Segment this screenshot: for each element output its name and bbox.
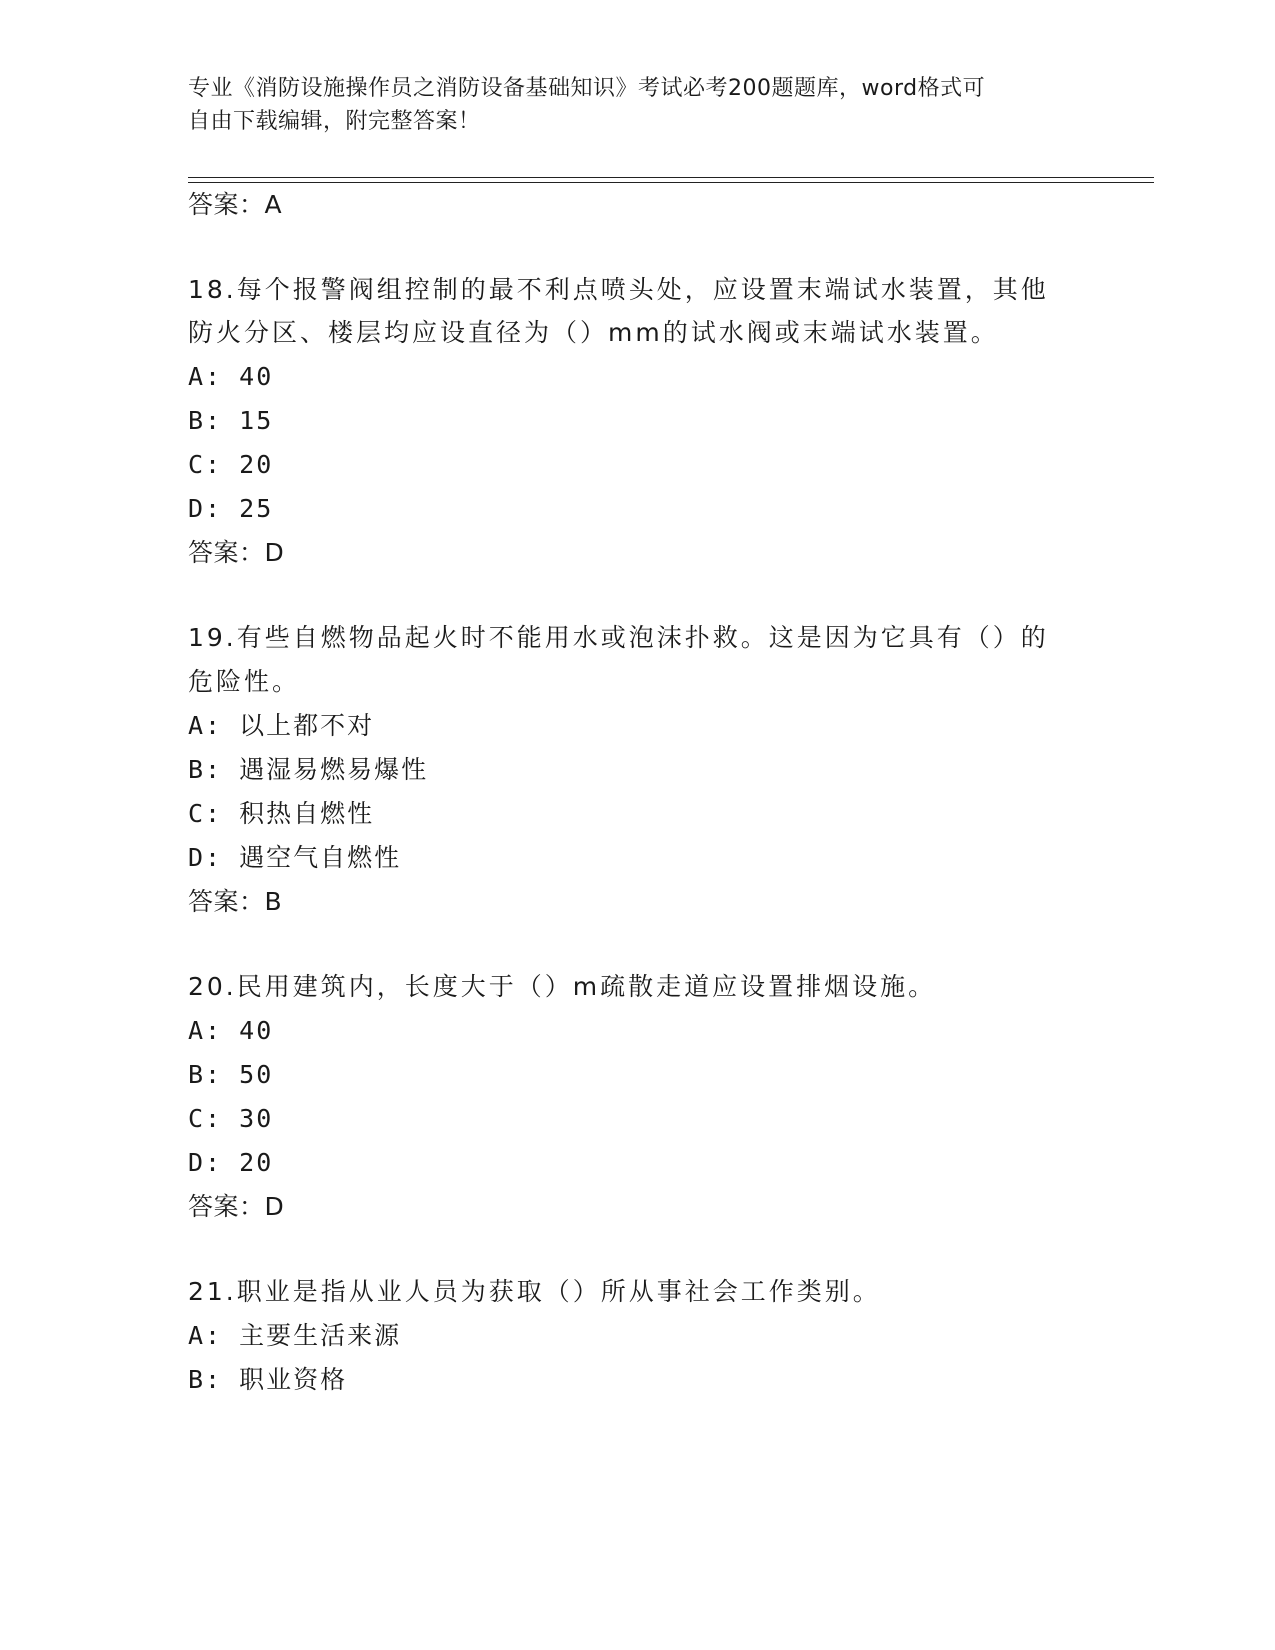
- question-19-stem-line-2: 危险性。: [188, 667, 301, 696]
- header-divider-bottom: [188, 182, 1154, 183]
- question-19-answer: 答案：B: [188, 887, 283, 916]
- question-20-option-b: B: 50: [188, 1060, 274, 1089]
- question-19-option-b: B: 遇湿易燃易爆性: [188, 755, 429, 784]
- question-18-answer: 答案：D: [188, 538, 285, 567]
- question-18-option-b: B: 15: [188, 406, 274, 435]
- question-18-option-a: A: 40: [188, 362, 274, 391]
- question-18-option-d: D: 25: [188, 494, 274, 523]
- question-21-stem-line-1: 21.职业是指从业人员为获取（）所从事社会工作类别。: [188, 1277, 881, 1306]
- question-20-stem-line-1: 20.民用建筑内，长度大于（）m疏散走道应设置排烟设施。: [188, 972, 937, 1001]
- question-21-option-a: A: 主要生活来源: [188, 1321, 402, 1350]
- question-19-stem-line-1: 19.有些自燃物品起火时不能用水或泡沫扑救。这是因为它具有（）的: [188, 623, 1049, 652]
- question-20-answer: 答案：D: [188, 1192, 285, 1221]
- document-header: [188, 72, 1088, 138]
- question-18-stem-line-2: 防火分区、楼层均应设直径为（）mm的试水阀或末端试水装置。: [188, 318, 999, 347]
- question-19-option-a: A: 以上都不对: [188, 711, 375, 740]
- question-20-option-d: D: 20: [188, 1148, 274, 1177]
- question-20-option-c: C: 30: [188, 1104, 274, 1133]
- question-20-option-a: A: 40: [188, 1016, 274, 1045]
- answer-previous: 答案：A: [188, 190, 283, 219]
- question-18-stem-line-1: 18.每个报警阀组控制的最不利点喷头处，应设置末端试水装置，其他: [188, 275, 1049, 304]
- question-21-option-b: B: 职业资格: [188, 1365, 348, 1394]
- header-line-1: 专业《消防设施操作员之消防设备基础知识》考试必考200题题库，word格式可: [188, 76, 986, 101]
- question-19-option-c: C: 积热自燃性: [188, 799, 375, 828]
- question-19-option-d: D: 遇空气自燃性: [188, 843, 402, 872]
- header-line-2: 自由下载编辑，附完整答案！: [188, 109, 481, 134]
- header-divider-top: [188, 177, 1154, 178]
- question-18-option-c: C: 20: [188, 450, 274, 479]
